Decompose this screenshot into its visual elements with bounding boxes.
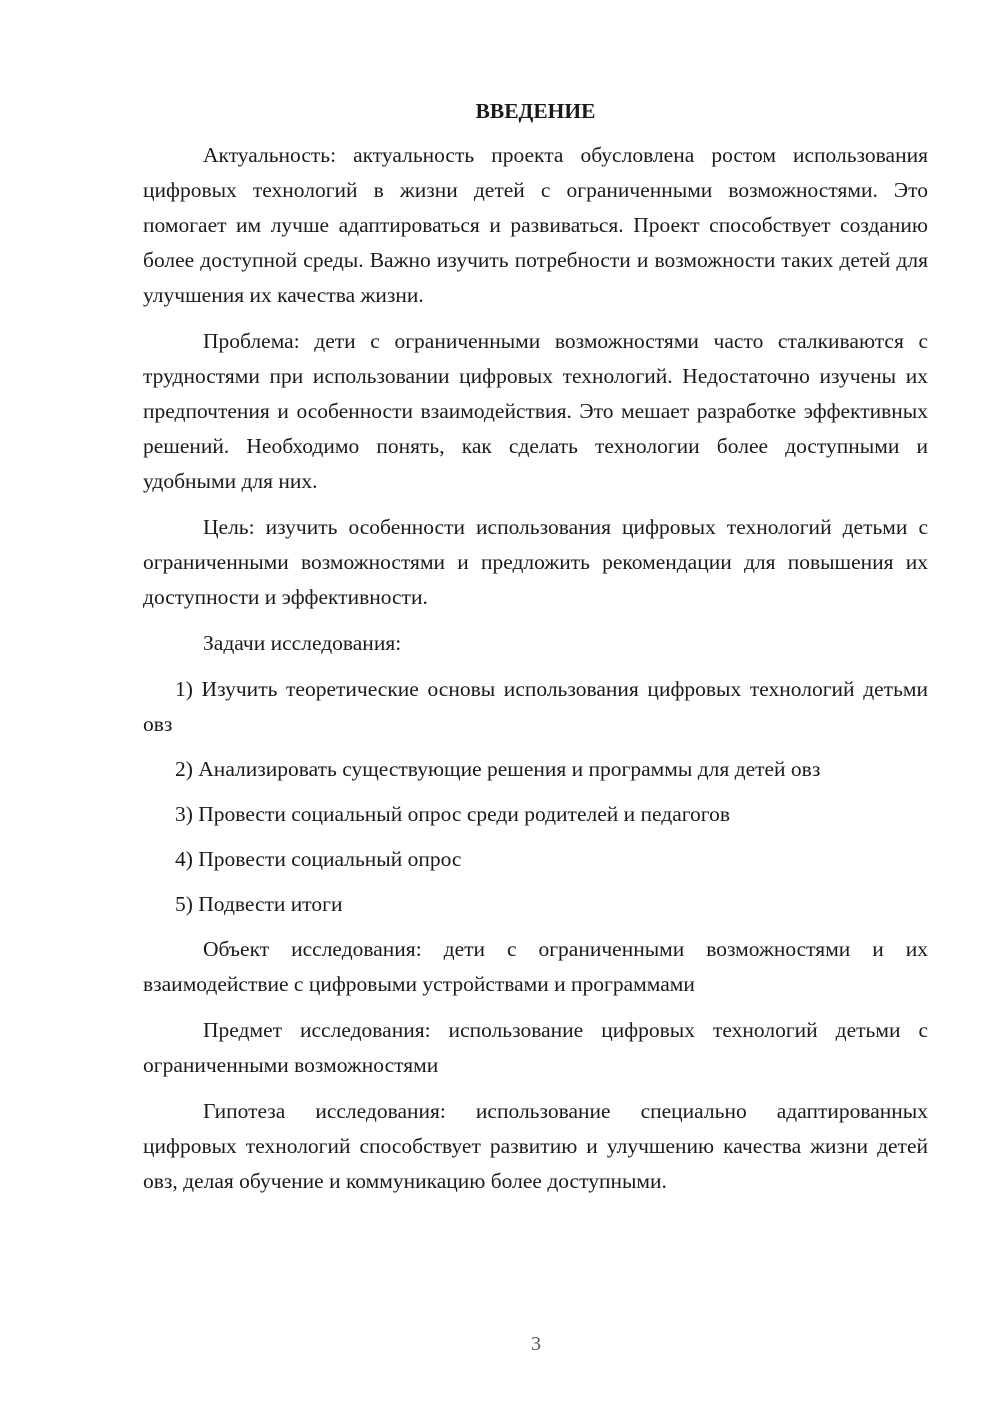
- paragraph-goal: Цель: изучить особенности использования цифровых технологий детьми с ограниченными возможностями и предложить рекомендации для повышения их доступности и эффективности.: [143, 515, 928, 609]
- page-content: [143, 96, 928, 1210]
- page-number: 3: [531, 1333, 541, 1355]
- paragraph-hypothesis: Гипотеза исследования: использование специально адаптированных цифровых технологий способствует развитию и улучшению качества жизни детей овз, делая обучение и коммуникацию более доступными.: [143, 1099, 928, 1193]
- task-item-2: 2) Анализировать существующие решения и программы для детей овз: [175, 757, 821, 781]
- paragraph-subject: Предмет исследования: использование цифровых технологий детьми с ограниченными возможностями: [143, 1018, 928, 1077]
- task-item-5: 5) Подвести итоги: [175, 892, 343, 916]
- task-item-3: 3) Провести социальный опрос среди родителей и педагогов: [175, 802, 730, 826]
- section-heading: ВВЕДЕНИЕ: [475, 99, 596, 123]
- task-item-1: 1) Изучить теоретические основы использования цифровых технологий детьми овз: [143, 677, 928, 736]
- paragraph-object: Объект исследования: дети с ограниченными возможностями и их взаимодействие с цифровыми устройствами и программами: [143, 937, 928, 996]
- task-item-4: 4) Провести социальный опрос: [175, 847, 462, 871]
- paragraph-relevance: Актуальность: актуальность проекта обусловлена ростом использования цифровых технологий в жизни детей с ограниченными возможностями. Это помогает им лучше адаптироваться и развиваться. Проект способствует созданию более доступной среды. Важно изучить потребности и возможности таких детей для улучшения их качества жизни.: [143, 143, 928, 307]
- paragraph-tasks-title: Задачи исследования:: [203, 631, 402, 655]
- paragraph-problem: Проблема: дети с ограниченными возможностями часто сталкиваются с трудностями при использовании цифровых технологий. Недостаточно изучены их предпочтения и особенности взаимодействия. Это мешает разработке эффективных решений. Необходимо понять, как сделать технологии более доступными и удобными для них.: [143, 329, 928, 493]
